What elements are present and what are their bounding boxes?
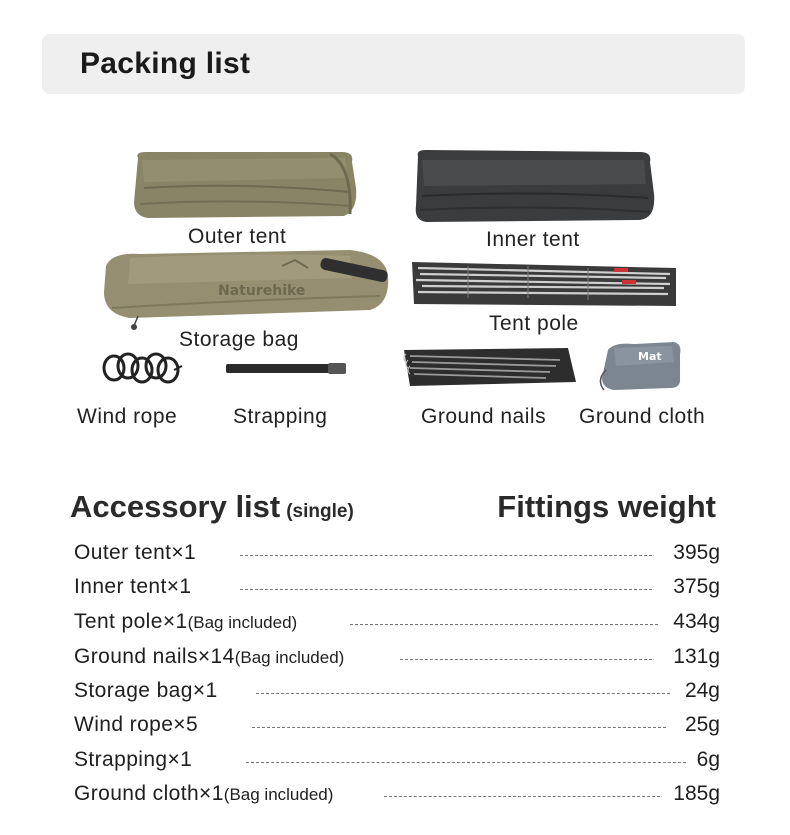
accessory-note: (Bag included) bbox=[223, 785, 334, 804]
accessory-row bbox=[74, 679, 720, 707]
accessory-note: (Bag included) bbox=[187, 613, 298, 632]
accessory-name: Tent pole×1 bbox=[74, 610, 188, 633]
accessory-name: Outer tent×1 bbox=[74, 541, 197, 564]
dotted-leader bbox=[252, 727, 666, 728]
inner-tent-image bbox=[412, 148, 656, 226]
accessory-row bbox=[74, 575, 720, 603]
accessory-row bbox=[74, 748, 720, 776]
accessory-row bbox=[74, 713, 720, 741]
accessory-weight: 185g bbox=[673, 782, 720, 805]
storage-bag-image bbox=[100, 248, 392, 330]
tent-pole-image bbox=[408, 254, 680, 312]
wind-rope-image bbox=[100, 350, 184, 388]
dotted-leader bbox=[384, 796, 660, 797]
accessory-weight: 24g bbox=[684, 679, 720, 702]
accessory-weight: 6g bbox=[696, 748, 720, 771]
ground-nails-image bbox=[400, 346, 580, 390]
ground-nails-label: Ground nails bbox=[421, 405, 547, 428]
accessory-row bbox=[74, 782, 720, 810]
ground-cloth-label: Ground cloth bbox=[579, 405, 706, 428]
dotted-leader bbox=[240, 555, 652, 556]
accessory-name: Inner tent×1 bbox=[74, 575, 192, 598]
accessory-weight: 395g bbox=[673, 541, 720, 564]
accessory-note: (Bag included) bbox=[234, 648, 345, 667]
accessory-name: Storage bag×1 bbox=[74, 679, 218, 702]
dotted-leader bbox=[256, 693, 670, 694]
accessory-weight: 434g bbox=[673, 610, 720, 633]
wind-rope-label: Wind rope bbox=[77, 405, 178, 428]
packing-list-banner bbox=[42, 34, 745, 94]
bag-logo-text: Naturehike bbox=[218, 283, 306, 299]
fittings-weight-title: Fittings weight bbox=[497, 489, 716, 524]
dotted-leader bbox=[400, 659, 652, 660]
ground-cloth-image bbox=[594, 340, 684, 394]
outer-tent-image bbox=[130, 148, 360, 223]
accessory-weight: 25g bbox=[684, 713, 720, 736]
accessory-weight: 375g bbox=[673, 575, 720, 598]
cloth-logo-text: Mat bbox=[638, 350, 662, 363]
accessory-subtitle: (single) bbox=[286, 501, 354, 522]
accessory-name: Ground nails×14 bbox=[74, 645, 235, 668]
accessory-title-text: Accessory list bbox=[70, 489, 281, 524]
dotted-leader bbox=[350, 624, 658, 625]
accessory-weight: 131g bbox=[673, 645, 720, 668]
page-title: Packing list bbox=[80, 47, 251, 80]
strapping-image bbox=[224, 360, 348, 376]
accessory-row bbox=[74, 645, 720, 673]
inner-tent-label: Inner tent bbox=[486, 228, 580, 251]
tent-pole-label: Tent pole bbox=[489, 312, 579, 335]
accessory-name: Wind rope×5 bbox=[74, 713, 199, 736]
storage-bag-label: Storage bag bbox=[179, 328, 299, 351]
accessory-name: Ground cloth×1 bbox=[74, 782, 224, 805]
strapping-label: Strapping bbox=[233, 405, 328, 428]
accessory-row bbox=[74, 541, 720, 569]
accessory-row bbox=[74, 610, 720, 638]
dotted-leader bbox=[240, 589, 652, 590]
accessory-name: Strapping×1 bbox=[74, 748, 193, 771]
accessory-list-title bbox=[70, 489, 354, 525]
dotted-leader bbox=[246, 762, 686, 763]
outer-tent-label: Outer tent bbox=[188, 225, 287, 248]
